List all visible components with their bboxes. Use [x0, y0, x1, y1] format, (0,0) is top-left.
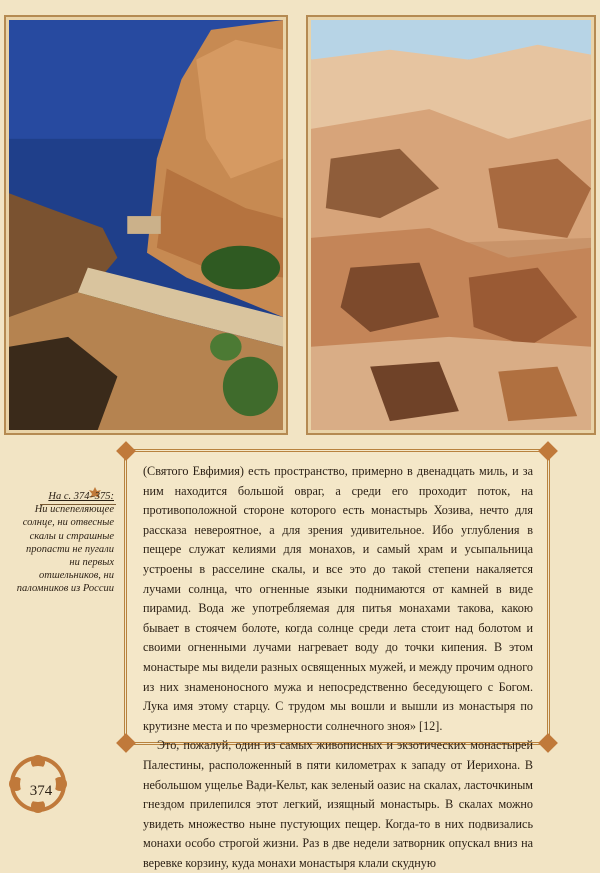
main-text-frame: [124, 449, 550, 870]
page-number: 374: [29, 783, 53, 799]
photo-rock-cliffs: [306, 15, 596, 435]
photo-caption: [14, 490, 114, 596]
frame-corner-ornament-icon: [116, 441, 136, 461]
paragraph-description: Это, пожалуй, один из самых живописных и экзотических монастырей Палестины, расположенный в пяти километрах к западу от Иерихона. В небольшом ущелье Вади-Кельт, как зеленый оазис на скалах, ласточкиным гнездом прилепился этот легкий, изящный монастырь. В скалах можно увидеть множество ныне пустующих пещер. Когда-то в них подвизались монахи особо строгой жизни. Раз в две недели затворник опускал вниз на веревке корзину, куда монахи монастыря клали скудную: [143, 738, 533, 870]
frame-corner-ornament-icon: [538, 733, 558, 753]
caption-text: Ни испепеляющее солнце, ни отвесные скалы и страшные пропасти не пугали ни первых отшельников, ни паломников из России: [16, 504, 114, 595]
caption-page-reference: На с. 374–375:: [48, 491, 114, 502]
frame-corner-ornament-icon: [538, 441, 558, 461]
cliffs-photo-image: [311, 20, 591, 430]
main-text-body: [143, 462, 533, 873]
photo-canyon-monastery: [4, 15, 288, 435]
paragraph-quote: (Святого Евфимия) есть пространство, примерно в двенадцать миль, и за ним находится большой овраг, а среди его проходит поток, на противоположной стороне которого есть монастырь Хозива, нечто для рассказа невероятное, а для зрения удивительное. Ибо углубления в пещере служат келиями для монахов, и самый храм и усыпальница устроены в расселине скалы, и все это до такой степени накаляется лучами солнца, что огненные языки поднимаются от камней в виде пирамид. Вода же употребляемая для питья монахами такова, какою бывает в стоячем болоте, когда солнце среди лета стоит над болотом и своими огненными лучами нагревает воду до точки кипения. В этом монастыре мы видели разных освященных мужей, и между прочим одного из них знаменоносного мужа и непосредственно беседующего с Богом. Лука имя этому старцу. С трудом мы вошли и вышли из монастыря по крутизне места и по чрезмерности солнечного зноя» [12].: [143, 464, 533, 733]
frame-corner-ornament-icon: [116, 733, 136, 753]
canyon-photo-image: [9, 20, 283, 430]
